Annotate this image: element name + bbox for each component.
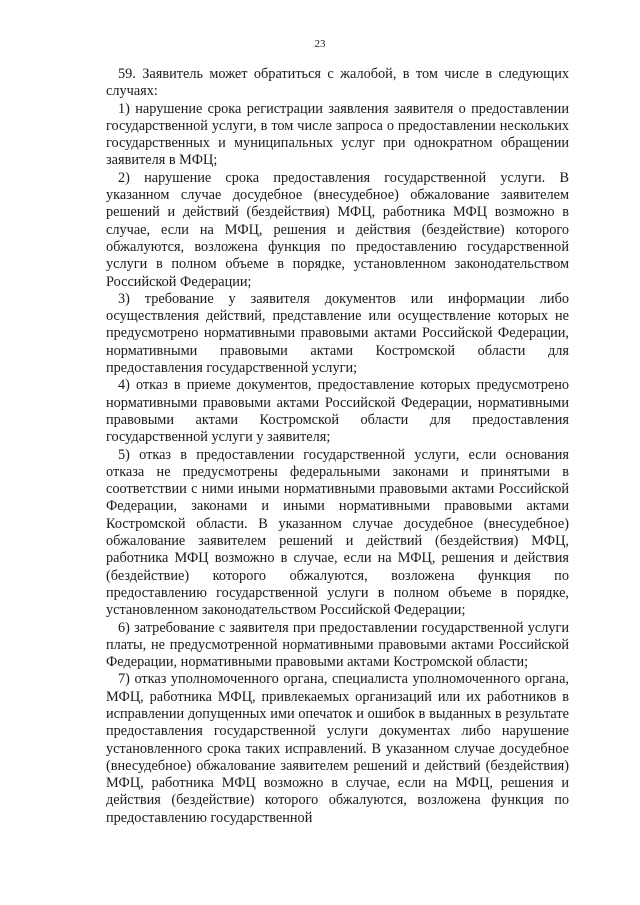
- list-item-5: 5) отказ в предоставлении государственной услуги, если основания отказа не предусмотрены федеральными законами и принятыми в соответствии с ними иными нормативными правовыми актами Российской Федерации, законами и иными нормативными правовыми актами Костромской области. В указанном случае досудебное (внесудебное) обжалование заявителем решений и действий (бездействия) МФЦ, работника МФЦ возможно в случае, если на МФЦ, решения и действия (бездействие) которого обжалуются, возложена функция по предоставлению государственной услуги в полном объеме в порядке, установленном законодательством Российской Федерации;: [106, 446, 569, 619]
- paragraph-59-intro: 59. Заявитель может обратиться с жалобой, в том числе в следующих случаях:: [106, 66, 569, 100]
- document-body: [106, 66, 569, 827]
- list-item-2: 2) нарушение срока предоставления государственной услуги. В указанном случае досудебное (внесудебное) обжалование заявителем решений и действий (бездействия) МФЦ, работника МФЦ возможно в случае, если на МФЦ, решения и действия (бездействие) которого обжалуются, возложена функция по предоставлению государственной услуги в полном объеме в порядке, установленном законодательством Российской Федерации;: [106, 169, 569, 290]
- list-item-7: 7) отказ уполномоченного органа, специалиста уполномоченного органа, МФЦ, работника МФЦ, привлекаемых организаций или их работников в исправлении допущенных ими опечаток и ошибок в выданных в результате предоставления государственной услуги документах либо нарушение установленного срока таких исправлений. В указанном случае досудебное (внесудебное) обжалование заявителем решений и действий (бездействия) МФЦ, работника МФЦ возможно в случае, если на МФЦ, решения и действия (бездействие) которого обжалуются, возложена функция по предоставлению государственной: [106, 671, 569, 826]
- list-item-6: 6) затребование с заявителя при предоставлении государственной услуги платы, не предусмотренной нормативными правовыми актами Российской Федерации, нормативными правовыми актами Костромской области;: [106, 619, 569, 671]
- list-item-3: 3) требование у заявителя документов или информации либо осуществления действий, представление или осуществление которых не предусмотрено нормативными правовыми актами Российской Федерации, нормативными правовыми актами Костромской области для предоставления государственной услуги;: [106, 290, 569, 377]
- page-number: 23: [314, 38, 326, 50]
- list-item-4: 4) отказ в приеме документов, предоставление которых предусмотрено нормативными правовыми актами Российской Федерации, нормативными правовыми актами Костромской области для предоставления государственной услуги у заявителя;: [106, 377, 569, 446]
- list-item-1: 1) нарушение срока регистрации заявления заявителя о предоставлении государственной услуги, в том числе запроса о предоставлении нескольких государственных и муниципальных услуг при однократном обращении заявителя в МФЦ;: [106, 100, 569, 169]
